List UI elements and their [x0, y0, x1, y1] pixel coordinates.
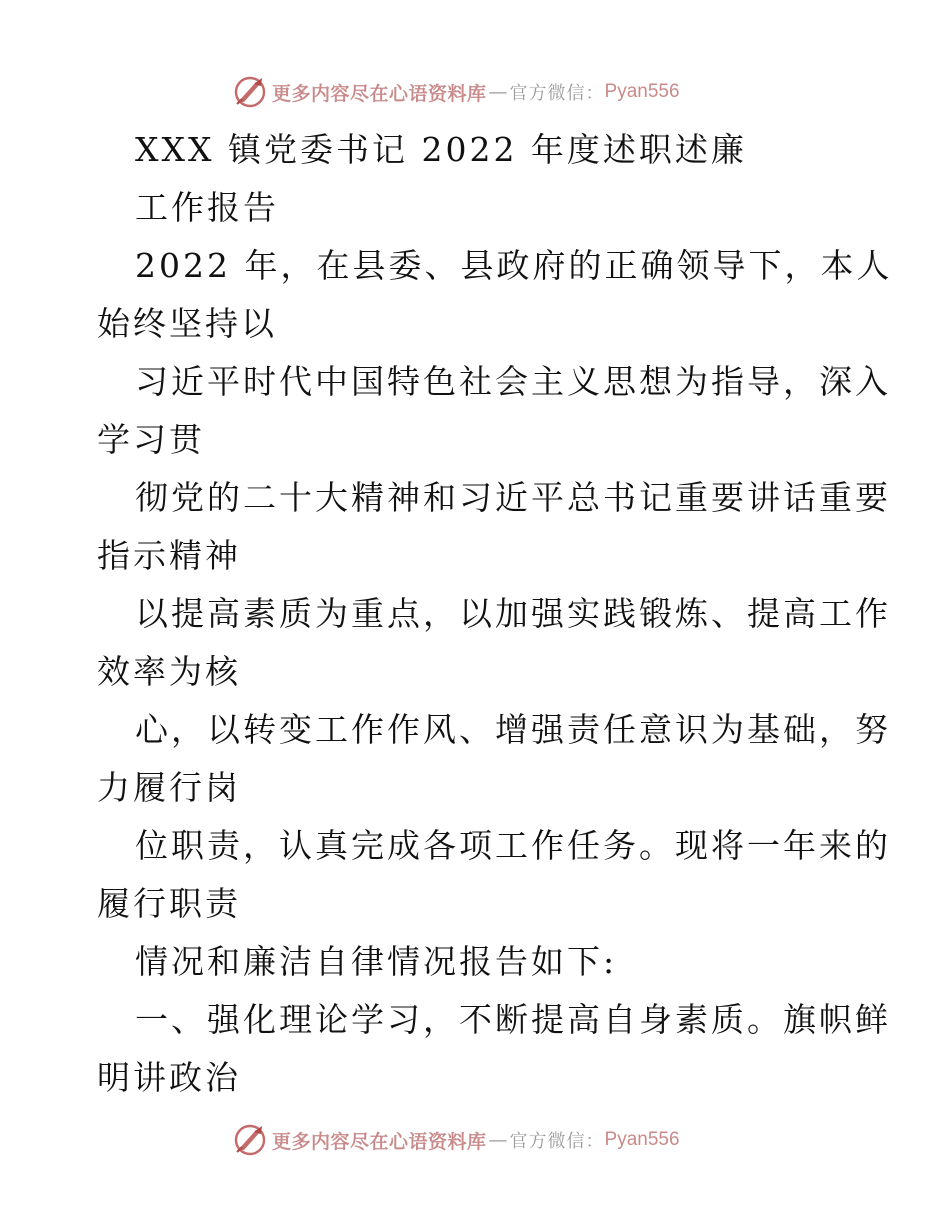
document-text-line: 习近平时代中国特色社会主义思想为指导，深入	[135, 362, 891, 401]
document-text-line: 位职责，认真完成各项工作任务。现将一年来的	[135, 826, 891, 865]
banner-main-text: 更多内容尽在心语资料库	[272, 82, 487, 105]
document-text-line: 学习贯	[97, 420, 205, 459]
banner-wechat-label: 官方微信：	[509, 1131, 605, 1152]
document-text-line: 力履行岗	[97, 768, 241, 807]
document-text-line: 一、强化理论学习，不断提高自身素质。旗帜鲜	[135, 1000, 891, 1039]
document-text-line: 履行职责	[97, 884, 241, 923]
quill-logo-icon	[232, 1122, 268, 1158]
document-text-line: 始终坚持以	[97, 304, 277, 343]
document-text-line: 情况和廉洁自律情况报告如下:	[135, 942, 618, 981]
banner-wechat-label: 官方微信：	[509, 83, 605, 104]
banner-wechat-id: Pyan556	[604, 1129, 680, 1150]
document-body	[97, 121, 893, 1107]
footer-watermark-banner	[232, 1120, 680, 1160]
document-text-line: 明讲政治	[97, 1058, 241, 1097]
document-text-line: 效率为核	[97, 652, 241, 691]
document-text-line: 心，以转变工作作风、增强责任意识为基础，努	[135, 710, 891, 749]
quill-logo-icon	[232, 74, 268, 110]
document-text-line: 以提高素质为重点，以加强实践锻炼、提高工作	[135, 594, 891, 633]
document-text-line: 指示精神	[97, 536, 241, 575]
document-title-line: XXX 镇党委书记 2022 年度述职述廉	[135, 130, 747, 169]
header-watermark-banner	[232, 72, 680, 112]
banner-dash: —	[488, 1129, 508, 1151]
banner-main-text: 更多内容尽在心语资料库	[272, 1130, 487, 1153]
document-text-line: 工作报告	[135, 188, 279, 227]
banner-wechat-id: Pyan556	[604, 81, 680, 102]
document-text-line: 彻党的二十大精神和习近平总书记重要讲话重要	[135, 478, 891, 517]
document-text-line: 2022 年，在县委、县政府的正确领导下，本人	[135, 246, 893, 285]
banner-dash: —	[488, 81, 508, 103]
